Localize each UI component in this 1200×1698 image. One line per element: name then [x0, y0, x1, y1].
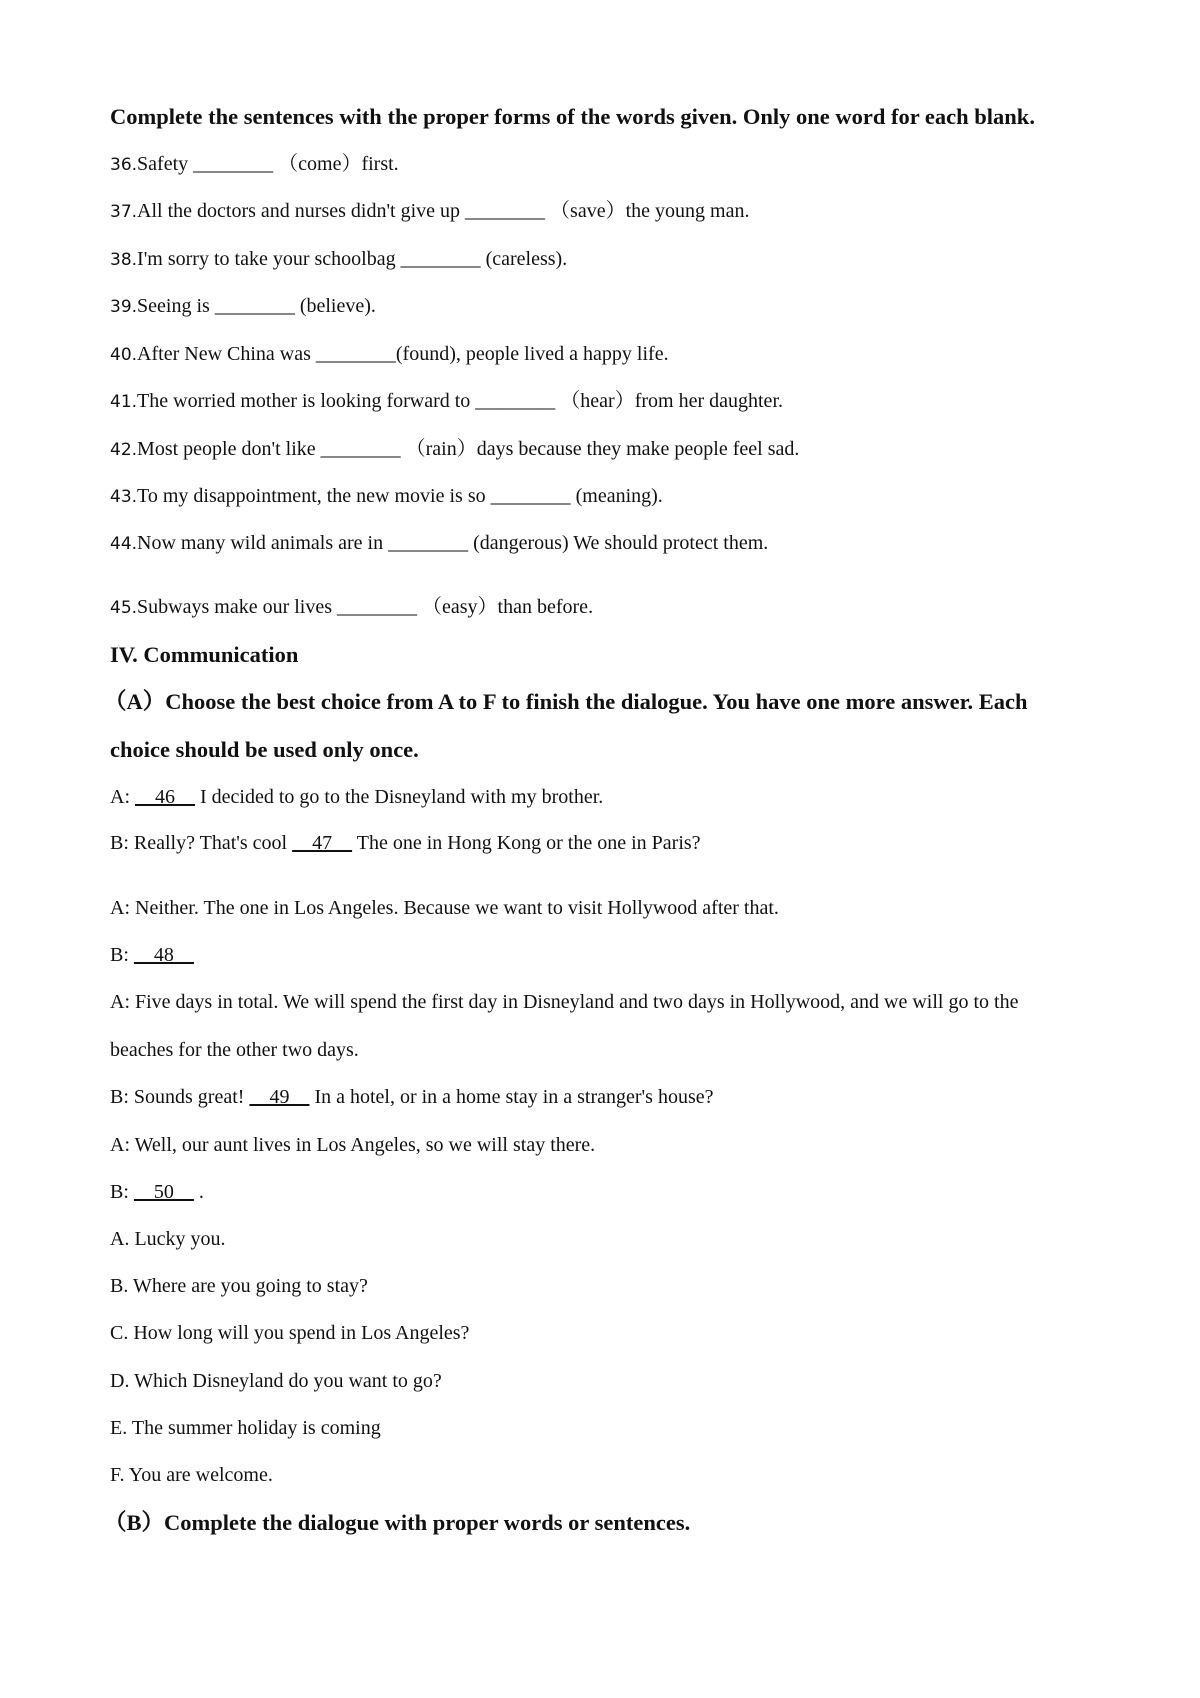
instructions-heading: Complete the sentences with the proper forms of the words given. Only one word for each blank. — [110, 104, 1035, 129]
part-a-heading-cont: choice should be used only once. — [110, 737, 419, 762]
exercise-text: Now many wild animals are in ________ (dangerous) We should protect them. — [137, 532, 769, 554]
dialogue-text: A: Well, our aunt lives in Los Angeles, so we will stay there. — [110, 1134, 596, 1156]
exercise-number: 41. — [110, 392, 138, 412]
choice-item: E. The summer holiday is coming — [110, 1417, 381, 1439]
exercise-39 — [110, 294, 376, 319]
dialogue-text: . — [193, 1181, 204, 1203]
choice-item: C. How long will you spend in Los Angeles? — [110, 1322, 470, 1344]
answer-blank: 48 — [133, 944, 194, 966]
dialogue-line — [110, 1085, 713, 1109]
dialogue-line — [110, 1038, 359, 1062]
exercise-43 — [110, 484, 663, 509]
exercise-number: 37. — [110, 202, 138, 222]
exercise-36 — [110, 152, 399, 177]
answer-blank: 49 — [249, 1086, 310, 1108]
dialogue-line — [110, 896, 779, 920]
answer-blank: 50 — [133, 1181, 194, 1203]
dialogue-line — [110, 990, 1018, 1014]
exercise-45 — [110, 595, 593, 620]
exercise-text: All the doctors and nurses didn't give up ________ （save）the young man. — [137, 200, 750, 222]
exercise-text: After New China was ________(found), people lived a happy life. — [137, 343, 669, 365]
section-title: IV. Communication — [110, 642, 299, 667]
dialogue-text: A: — [110, 786, 135, 808]
exercise-number: 38. — [110, 250, 138, 270]
dialogue-text: The one in Hong Kong or the one in Paris? — [352, 832, 701, 854]
dialogue-text: beaches for the other two days. — [110, 1039, 359, 1061]
exercise-text: The worried mother is looking forward to ________ （hear）from her daughter. — [137, 390, 783, 412]
choice-item: B. Where are you going to stay? — [110, 1275, 368, 1297]
exercise-38 — [110, 247, 567, 272]
dialogue-text: A: Neither. The one in Los Angeles. Because we want to visit Hollywood after that. — [110, 897, 779, 919]
exercise-text: Seeing is ________ (believe). — [137, 295, 376, 317]
answer-blank: 47 — [292, 832, 353, 854]
dialogue-line — [110, 1133, 595, 1157]
dialogue-text: B: — [110, 1181, 134, 1203]
choice-item: F. You are welcome. — [110, 1464, 273, 1486]
exercise-41 — [110, 389, 783, 414]
exercise-number: 43. — [110, 487, 138, 507]
exercise-number: 39. — [110, 297, 138, 317]
dialogue-text: B: — [110, 944, 134, 966]
answer-blank: 46 — [135, 786, 195, 808]
dialogue-text: I decided to go to the Disneyland with my brother. — [195, 786, 604, 808]
exercise-text: I'm sorry to take your schoolbag ________ (careless). — [137, 248, 568, 270]
exercise-text: Safety ________ （come）first. — [137, 153, 399, 175]
exercise-number: 42. — [110, 440, 138, 460]
exercise-number: 45. — [110, 598, 138, 618]
exercise-42 — [110, 437, 799, 462]
part-b-heading: （B）Complete the dialogue with proper words or sentences. — [104, 1510, 691, 1535]
choice-item: D. Which Disneyland do you want to go? — [110, 1370, 442, 1392]
dialogue-line — [110, 785, 603, 809]
dialogue-line — [110, 1180, 204, 1204]
exercise-text: To my disappointment, the new movie is so ________ (meaning). — [137, 485, 663, 507]
dialogue-text: B: Sounds great! — [110, 1086, 250, 1108]
exercise-number: 36. — [110, 155, 138, 175]
dialogue-line — [110, 943, 194, 967]
dialogue-line — [110, 831, 701, 855]
dialogue-text: In a hotel, or in a home stay in a stranger's house? — [309, 1086, 714, 1108]
exercise-number: 40. — [110, 345, 138, 365]
dialogue-text: A: Five days in total. We will spend the first day in Disneyland and two days in Hollywood, and we will go to the — [110, 991, 1019, 1013]
exercise-40 — [110, 342, 669, 367]
dialogue-text: B: Really? That's cool — [110, 832, 293, 854]
exercise-37 — [110, 199, 749, 224]
choice-item: A. Lucky you. — [110, 1228, 226, 1250]
exercise-number: 44. — [110, 534, 138, 554]
part-a-heading: （A）Choose the best choice from A to F to finish the dialogue. You have one more answer. Each — [104, 689, 1028, 714]
exercise-text: Most people don't like ________ （rain）days because they make people feel sad. — [137, 438, 800, 460]
exercise-44 — [110, 531, 768, 556]
exercise-text: Subways make our lives ________ （easy）than before. — [137, 596, 594, 618]
